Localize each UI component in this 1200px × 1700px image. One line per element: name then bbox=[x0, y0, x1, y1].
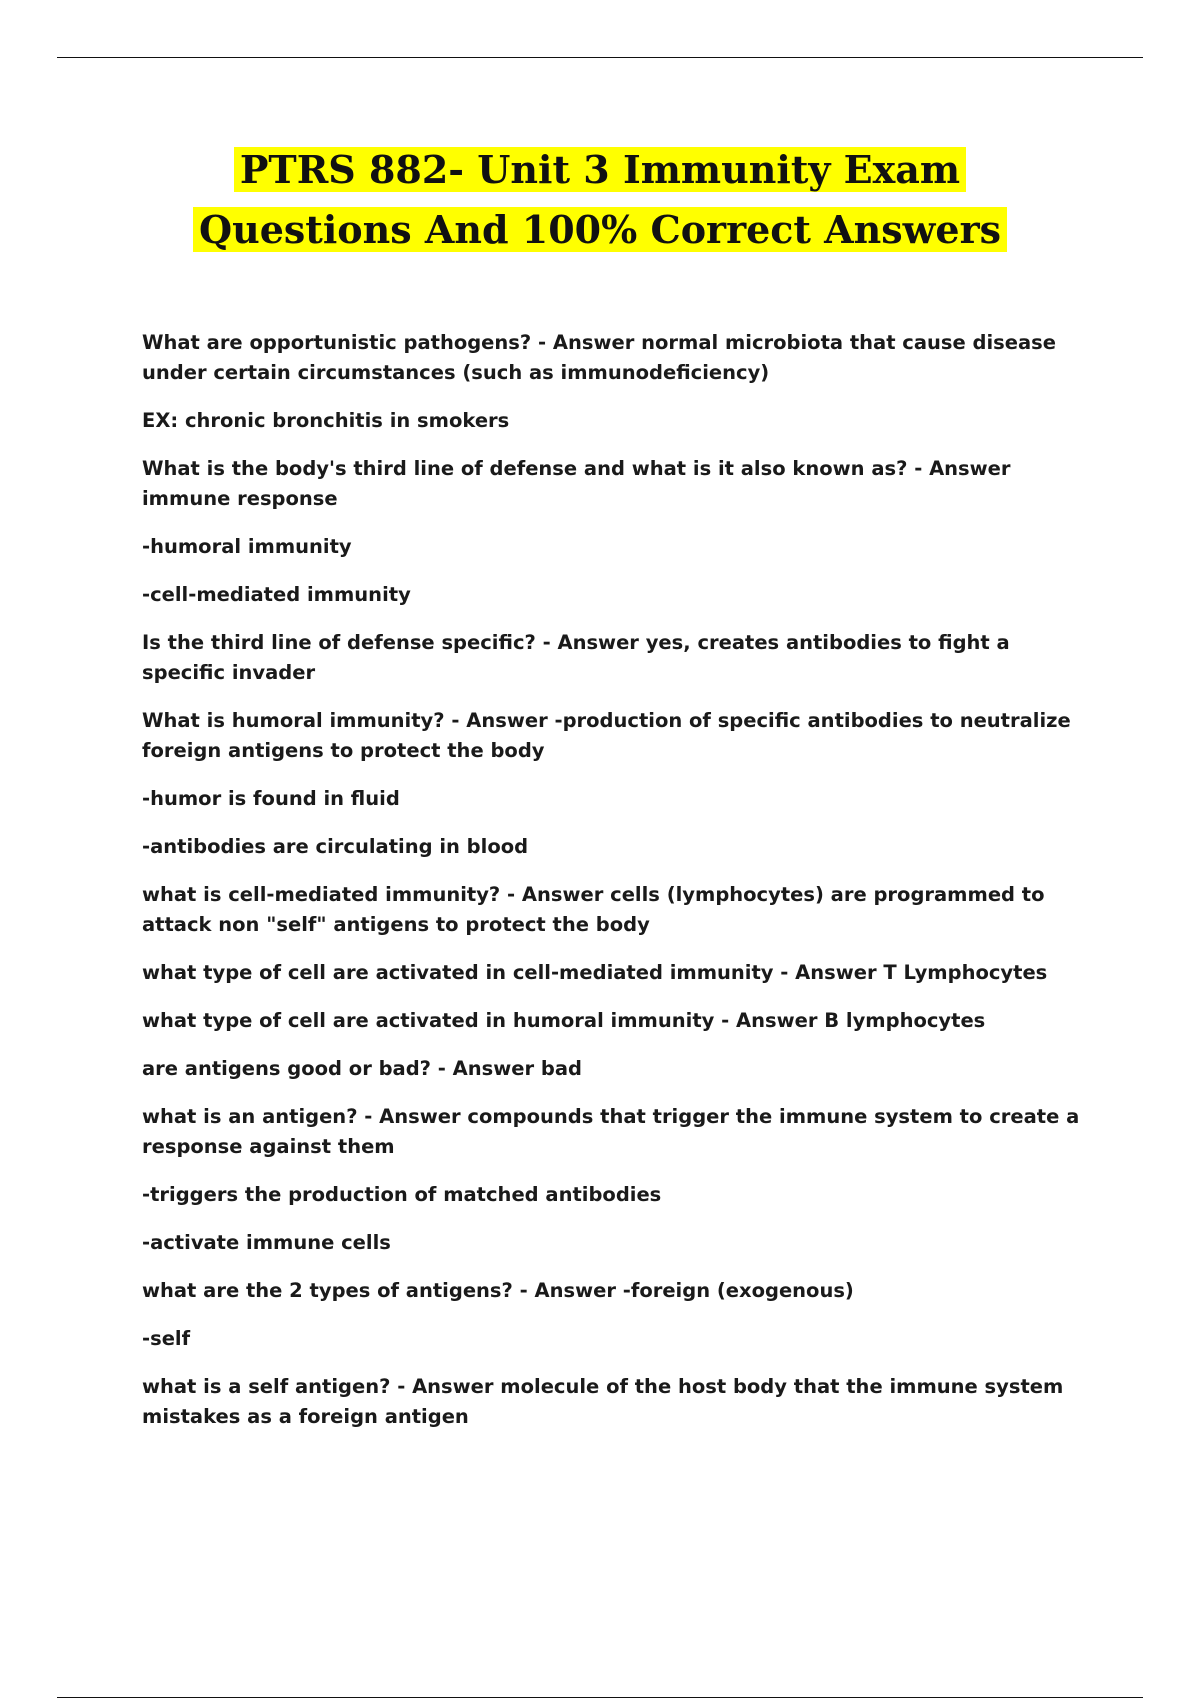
qa-paragraph: -humor is found in fluid bbox=[142, 787, 400, 810]
qa-paragraph: -antibodies are circulating in blood bbox=[142, 835, 529, 858]
qa-paragraph: -cell-mediated immunity bbox=[142, 583, 411, 606]
title-line-2: Questions And 100% Correct Answers bbox=[193, 207, 1007, 252]
page-title bbox=[0, 140, 1200, 260]
title-line-1: PTRS 882- Unit 3 Immunity Exam bbox=[234, 147, 966, 192]
qa-paragraph: what type of cell are activated in cell-mediated immunity - Answer T Lymphocytes bbox=[142, 961, 1048, 984]
qa-content bbox=[142, 328, 1092, 1450]
qa-paragraph: What are opportunistic pathogens? - Answer normal microbiota that cause disease under certain circumstances (such as immunodeficiency) bbox=[142, 331, 1056, 384]
qa-paragraph: -humoral immunity bbox=[142, 535, 352, 558]
qa-paragraph: are antigens good or bad? - Answer bad bbox=[142, 1057, 582, 1080]
qa-paragraph: What is the body's third line of defense and what is it also known as? - Answer immune response bbox=[142, 457, 1011, 510]
qa-paragraph: -triggers the production of matched antibodies bbox=[142, 1183, 662, 1206]
header-rule bbox=[57, 57, 1143, 58]
qa-paragraph: what is an antigen? - Answer compounds that trigger the immune system to create a response against them bbox=[142, 1105, 1080, 1158]
qa-paragraph: what is a self antigen? - Answer molecule of the host body that the immune system mistakes as a foreign antigen bbox=[142, 1375, 1064, 1428]
qa-paragraph: what is cell-mediated immunity? - Answer cells (lymphocytes) are programmed to attack non "self" antigens to protect the body bbox=[142, 883, 1045, 936]
qa-paragraph: what type of cell are activated in humoral immunity - Answer B lymphocytes bbox=[142, 1009, 986, 1032]
qa-paragraph: What is humoral immunity? - Answer -production of specific antibodies to neutralize foreign antigens to protect the body bbox=[142, 709, 1071, 762]
qa-paragraph: -activate immune cells bbox=[142, 1231, 391, 1254]
qa-paragraph: Is the third line of defense specific? - Answer yes, creates antibodies to fight a specific invader bbox=[142, 631, 1010, 684]
qa-paragraph: -self bbox=[142, 1327, 191, 1350]
footer-rule bbox=[57, 1697, 1143, 1698]
qa-paragraph: what are the 2 types of antigens? - Answer -foreign (exogenous) bbox=[142, 1279, 854, 1302]
qa-paragraph: EX: chronic bronchitis in smokers bbox=[142, 409, 510, 432]
